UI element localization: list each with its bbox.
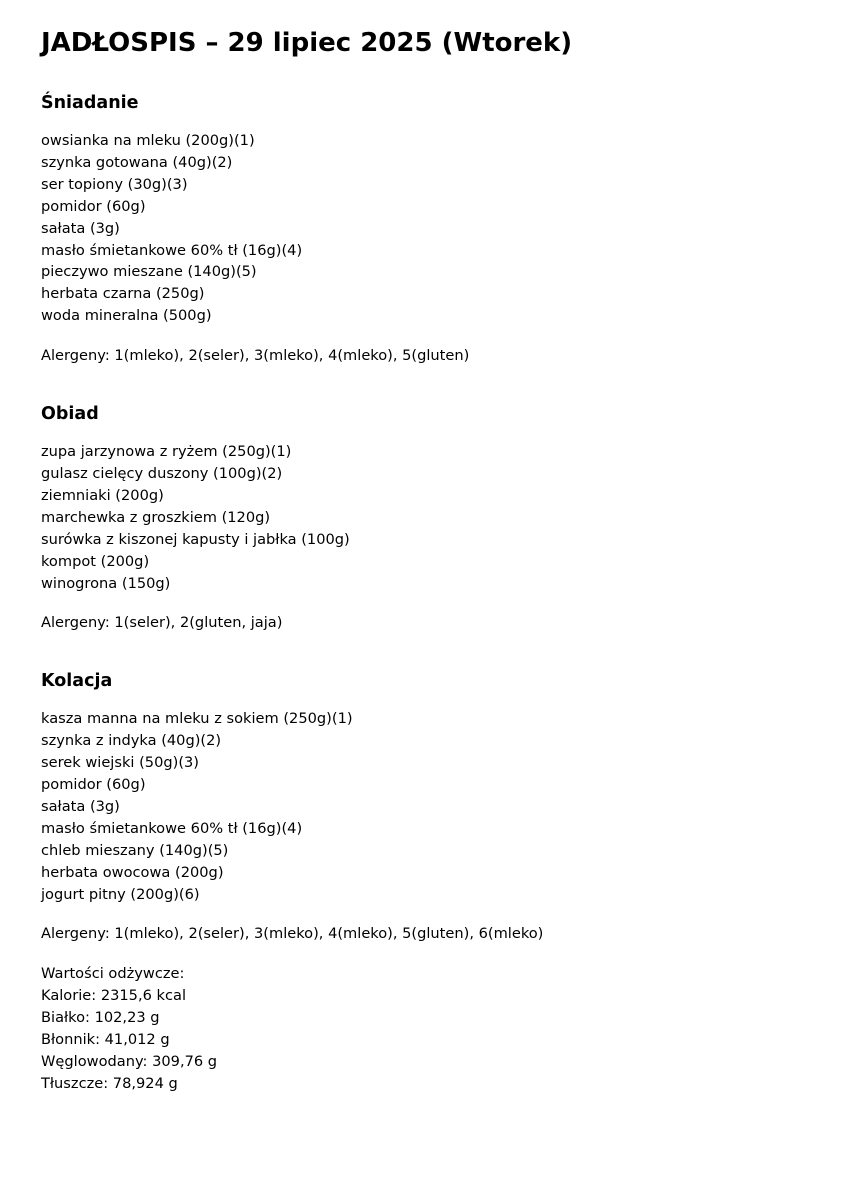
nutrition-fat: Tłuszcze: 78,924 g (41, 1074, 178, 1092)
page-title: JADŁOSPIS – 29 lipiec 2025 (Wtorek) (41, 28, 573, 58)
meal-item: chleb mieszany (140g)(5) (41, 841, 229, 859)
meal-item-list (41, 708, 821, 905)
meal-item: pieczywo mieszane (140g)(5) (41, 263, 257, 281)
nutrition-carbs: Węglowodany: 309,76 g (41, 1053, 218, 1070)
meal-item: kompot (200g) (41, 552, 150, 570)
meal-section-breakfast (41, 92, 821, 367)
meal-item: szynka z indyka (40g)(2) (41, 732, 222, 750)
nutrition-protein: Białko: 102,23 g (41, 1009, 160, 1027)
meal-item: surówka z kiszonej kapusty i jabłka (100g) (41, 530, 350, 548)
nutrition-summary (41, 963, 821, 1094)
meal-item: szynka gotowana (40g)(2) (41, 153, 233, 171)
meal-item: serek wiejski (50g)(3) (41, 754, 199, 772)
meal-section-lunch (41, 403, 821, 634)
meal-item: winogrona (150g) (41, 574, 171, 592)
meal-heading: Śniadanie (41, 93, 139, 113)
meal-item: sałata (3g) (41, 797, 120, 815)
menu-document (41, 26, 821, 1095)
meal-item: pomidor (60g) (41, 197, 146, 215)
meal-item: sałata (3g) (41, 219, 120, 237)
meal-item: ziemniaki (200g) (41, 486, 164, 504)
meal-item: zupa jarzynowa z ryżem (250g)(1) (41, 443, 292, 461)
nutrition-heading: Wartości odżywcze: (41, 965, 185, 983)
meal-item: jogurt pitny (200g)(6) (41, 885, 200, 903)
meal-item: woda mineralna (500g) (41, 307, 212, 325)
meal-item: marchewka z groszkiem (120g) (41, 508, 271, 526)
nutrition-fiber: Błonnik: 41,012 g (41, 1031, 170, 1049)
meal-item: gulasz cielęcy duszony (100g)(2) (41, 464, 283, 482)
allergens-line: Alergeny: 1(seler), 2(gluten, jaja) (41, 614, 283, 632)
allergens-line: Alergeny: 1(mleko), 2(seler), 3(mleko), 4(mleko), 5(gluten), 6(mleko) (41, 925, 544, 943)
meal-item: masło śmietankowe 60% tł (16g)(4) (41, 241, 303, 259)
meal-item: herbata czarna (250g) (41, 285, 205, 303)
meal-item: kasza manna na mleku z sokiem (250g)(1) (41, 710, 353, 728)
meal-item: masło śmietankowe 60% tł (16g)(4) (41, 819, 303, 837)
meal-item: owsianka na mleku (200g)(1) (41, 132, 255, 149)
meal-item: ser topiony (30g)(3) (41, 175, 188, 193)
meal-heading: Kolacja (41, 671, 113, 692)
meal-item: pomidor (60g) (41, 776, 146, 794)
meal-item-list (41, 441, 821, 594)
meal-heading: Obiad (41, 404, 99, 425)
meal-section-dinner (41, 670, 821, 945)
meal-item: herbata owocowa (200g) (41, 863, 224, 881)
nutrition-calories: Kalorie: 2315,6 kcal (41, 987, 187, 1005)
meal-item-list (41, 130, 821, 327)
allergens-line: Alergeny: 1(mleko), 2(seler), 3(mleko), 4(mleko), 5(gluten) (41, 347, 470, 365)
